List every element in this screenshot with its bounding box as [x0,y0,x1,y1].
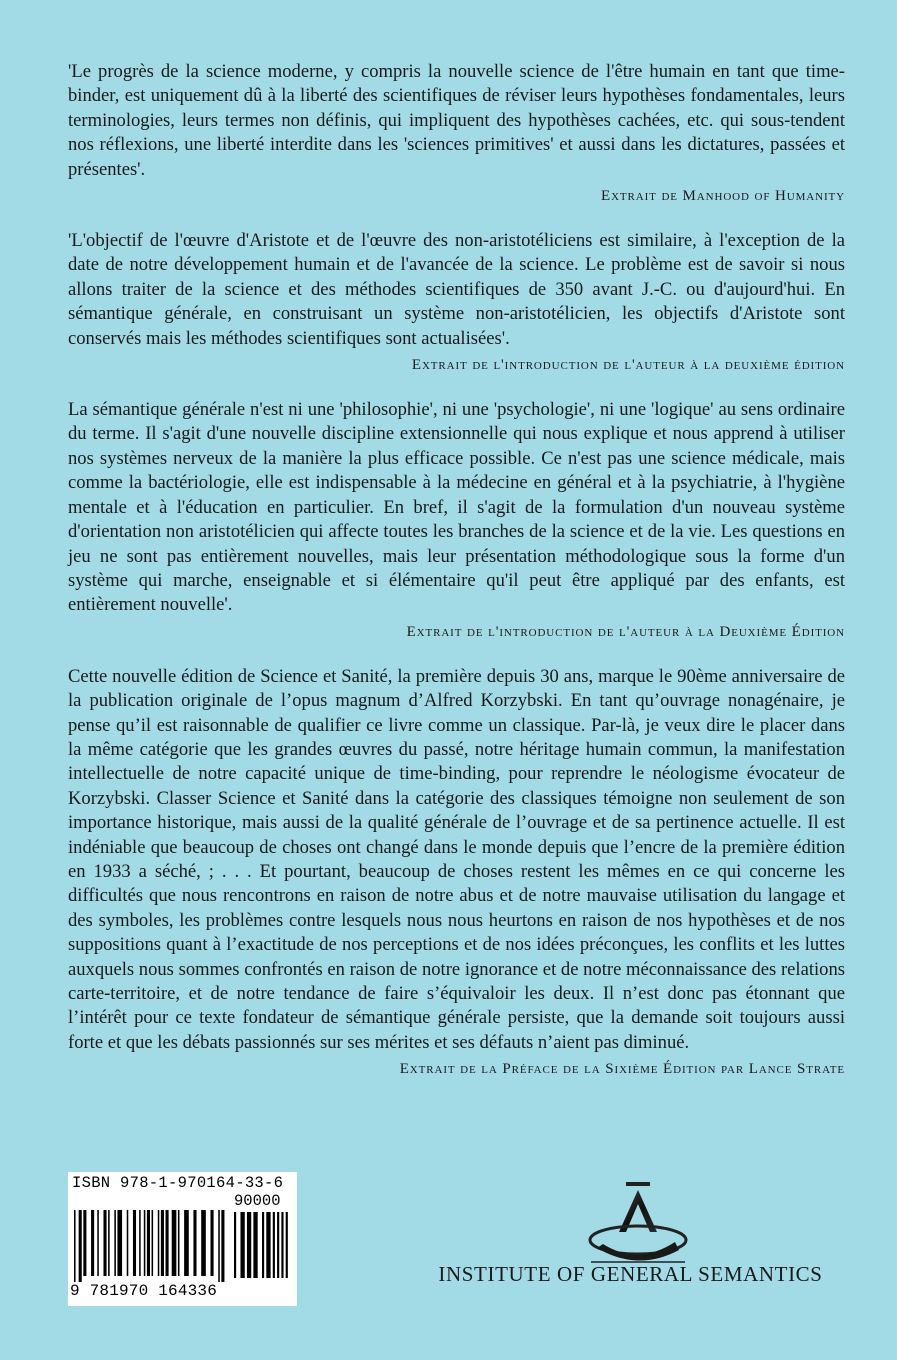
barcode-bar [286,1212,288,1278]
barcode-bar [178,1210,180,1276]
quote-attribution-4: Extrait de la Préface de la Sixième Édition par Lance Strate [399,1061,845,1078]
barcode-bar [117,1210,122,1276]
barcode-bar [144,1210,146,1276]
isbn-label: ISBN 978-1-970164-33-6 [72,1174,284,1192]
barcode-bar [127,1210,129,1276]
barcode-bar [103,1210,106,1276]
quote-text-4: Cette nouvelle édition de Science et Sanité, la première depuis 30 ans, marque le 90ème anniversaire de la publication originale de l’opus magnum d’Alfred Korzybski. En tant qu’ouvrage nonagénaire, je pense qu’il est raisonnable de qualifier ce livre comme un classique. Par-là, je veux dire le placer dans la même catégorie que les grandes œuvres du passé, notre héritage humain commun, la manifestation intellectuelle de notre capacité unique de time-binding, pour reprendre le néologisme évocateur de Korzybski. Classer Science et Sanité dans la catégorie des classiques témoigne non seulement de son importance historique, mais aussi de la qualité générale de l’ouvrage et de sa pertinence actuelle. Il est indéniable que beaucoup de choses ont changé dans le monde depuis que l’encre de la première édition en 1933 a séché, ; . . . Et pourtant, beaucoup de choses restent les mêmes en ce qui concerne les difficultés que nous rencontrons en raison de notre abus et de notre mauvaise utilisation du langage et des symboles, les problèmes contre lesquels nous nous heurtons en raison de nos hypothèses et de nos suppositions quant à l’exactitude de nos perceptions et de nos idées préconçues, les conflits et les luttes auxquels nous sommes confrontés en raison de notre ignorance et de notre méconnaissance des relations carte-territoire, et de notre tendance de faire s’équivaloir les deux. Il n’est donc pas étonnant que l’intérêt pour ce texte fondateur de sémantique générale persiste, que la demande soit toujours aussi forte et que les débats passionnés sur ses mérites et ses défauts n’aient pas diminué. [68,665,845,1053]
quote-text-2: 'L'objectif de l'œuvre d'Aristote et de l'œuvre des non-aristotéliciens est similaire, à l'exception de la date de notre développement humain et de l'avancée de la science. Le problème est de savoir si nous allons traiter de la science et des méthodes scientifiques de 350 avant J.-C. ou d'aujourd'hui. En sémantique générale, en construisant un système non-aristotélicien, les objectifs d'Aristote sont conservés mais les méthodes scientifiques sont actualisées'. [68,230,845,349]
quote-block-4 [68,665,845,1082]
barcode-bar [281,1212,283,1278]
ean-digits: 9 781970 164336 [70,1282,218,1300]
barcode-bar [166,1210,169,1276]
quote-text-3: La sémantique générale n'est ni une 'philosophie', ni une 'psychologie', ni une 'logique' au sens ordinaire du terme. Il s'agit d'une nouvelle discipline extensionnelle qui nous explique et nous apprend à utiliser nos systèmes nerveux de la manière la plus efficace possible. Ce n'est pas une science médicale, mais comme la bactériologie, elle est indispensable à la médecine en général et à la psychiatrie, à l'hygiène mentale et à l'éducation en particulier. En bref, il s'agit de la formulation d'un nouveau système d'orientation non aristotélicien qui affecte toutes les branches de la science et de la vie. Les questions en jeu ne sont pas entièrement nouvelles, mais leur présentation méthodologique sous la forme d'un système qui marche, enseignable et si élémentaire qu'il peut être appliqué par des enfants, est entièrement nouvelle'. [68,399,845,616]
barcode-bar [161,1210,164,1276]
barcode-bar [247,1212,251,1278]
barcode-bar [193,1210,196,1276]
barcode-bar [91,1210,94,1276]
barcode-bar [273,1212,275,1278]
barcode-bar [201,1210,206,1276]
barcode-bar [152,1210,154,1276]
quote-attribution-2: Extrait de l'introduction de l'auteur à la deuxième édition [411,357,845,374]
quote-block-3 [68,398,845,644]
barcode-addon-bars [234,1212,290,1278]
barcode-bar [218,1210,220,1282]
barcode-bar [277,1212,279,1278]
barcode-bar [139,1210,141,1276]
quote-block-1 [68,60,845,208]
barcode-bar [172,1210,177,1276]
quote-attribution-3: Extrait de l'introduction de l'auteur à la Deuxième Édition [406,623,845,640]
barcode-bar [97,1210,99,1276]
quote-attribution-1: Extrait de Manhood of Humanity [601,188,845,205]
barcode-bar [262,1212,264,1278]
back-cover-text [68,60,845,1102]
barcode-bar [79,1210,82,1282]
barcode-bars [74,1210,226,1282]
barcode-bar [74,1210,76,1282]
barcode-bar [253,1212,257,1278]
barcode-bar [266,1212,270,1278]
barcode-bar [114,1210,116,1276]
barcode-bar [108,1210,110,1276]
quote-block-2 [68,229,845,377]
barcode-bar [210,1210,213,1276]
barcode-bar [147,1210,150,1276]
publisher-name: INSTITUTE OF GENERAL SEMANTICS [438,1262,823,1286]
barcode-bar [158,1210,160,1276]
quote-text-1: 'Le progrès de la science moderne, y compris la nouvelle science de l'être humain en tant que time-binder, est uniquement dû à la liberté des scientifiques de réviser leurs hypothèses fondamentales, leurs terminologies, leurs termes non définis, qui impliquent des hypothèses cachées, etc. qui sous-tendent nos réflexions, une liberté interdite dans les 'sciences primitives' et aussi dans les dictatures, passées et présentes'. [68,61,845,180]
igs-a-logo-icon [583,1182,693,1266]
barcode-bar [240,1212,244,1278]
barcode-bar [83,1210,86,1276]
price-code: 90000 [234,1192,281,1210]
barcode-bar [184,1210,189,1276]
isbn-barcode [68,1172,297,1306]
barcode-bar [133,1210,136,1276]
barcode-bar [221,1210,224,1282]
barcode-bar [234,1212,236,1278]
